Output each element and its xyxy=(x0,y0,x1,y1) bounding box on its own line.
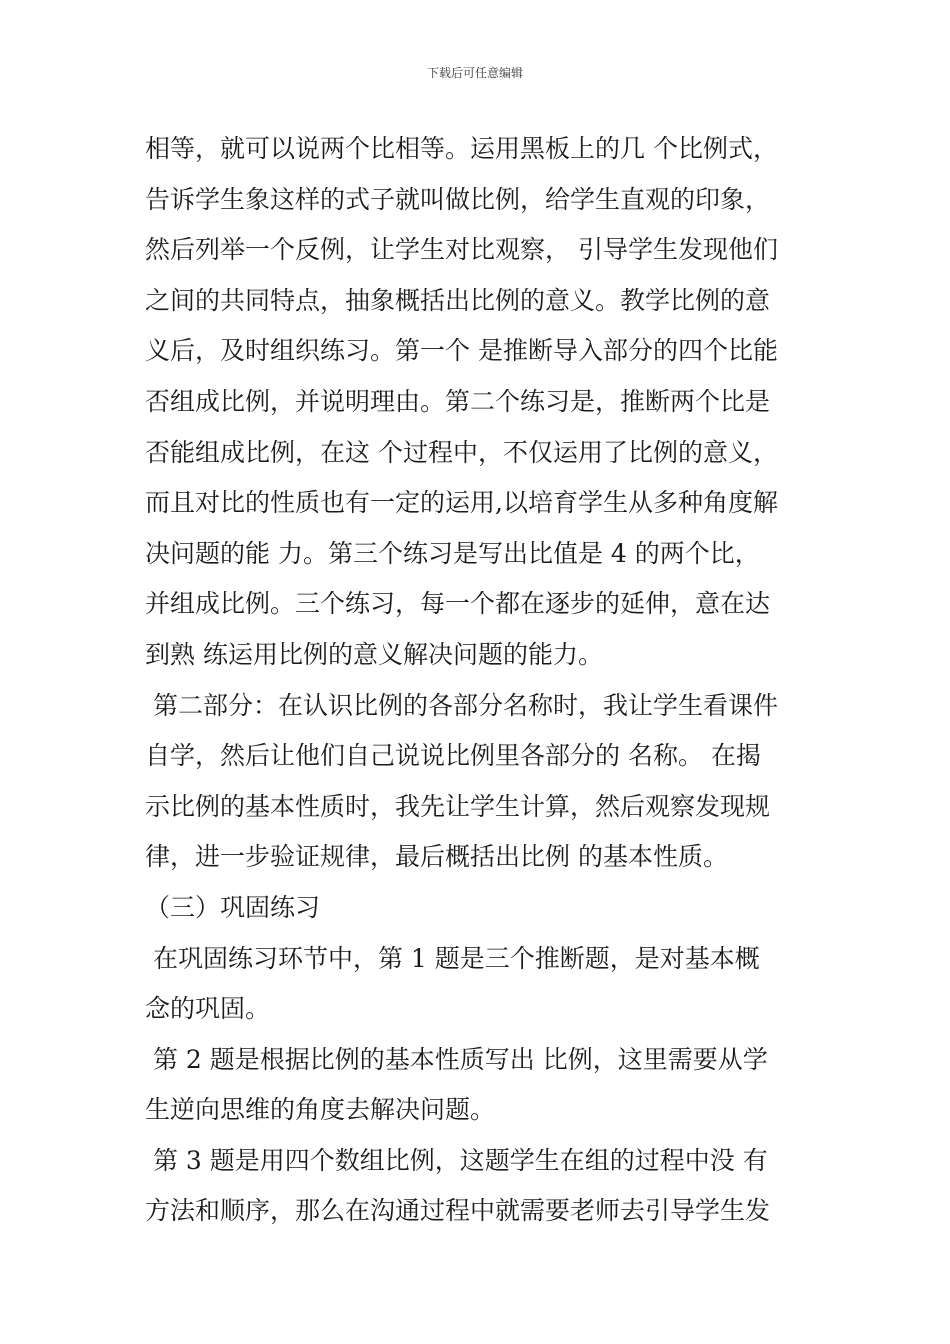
text-line: 告诉学生象这样的式子就叫做比例，给学生直观的印象， xyxy=(145,184,771,214)
text-line: 相等，就可以说两个比相等。运用黑板上的几 个比例式， xyxy=(145,134,778,163)
text-line: 第 3 题是用四个数组比例，这题学生在组的过程中没 有 xyxy=(145,1145,768,1175)
text-line: 之间的共同特点，抽象概括出比例的意义。教学比例的意 xyxy=(145,285,771,315)
text-line: 义后，及时组织练习。第一个 是推断导入部分的四个比能 xyxy=(145,336,778,366)
text-line: 并组成比例。三个练习，每一个都在逐步的延伸，意在达 xyxy=(145,589,771,619)
text-line: 在巩固练习环节中，第 1 题是三个推断题，是对基本概 xyxy=(145,943,760,973)
text-line: 律，进一步验证规律，最后概括出比例 的基本性质。 xyxy=(145,842,728,872)
page-header: 下载后可任意编辑 xyxy=(426,66,523,80)
text-line: 到熟 练运用比例的意义解决问题的能力。 xyxy=(145,639,603,669)
text-line: 第 2 题是根据比例的基本性质写出 比例，这里需要从学 xyxy=(145,1044,768,1074)
text-line: 念的巩固。 xyxy=(145,994,271,1024)
section-heading: （三）巩固练习 xyxy=(145,892,321,922)
text-line: 否能组成比例，在这 个过程中，不仅运用了比例的意义， xyxy=(145,437,778,467)
text-line: 示比例的基本性质时，我先让学生计算，然后观察发现规 xyxy=(145,791,771,821)
text-line: 自学，然后让他们自己说说比例里各部分的 名称。 在揭 xyxy=(145,741,761,771)
text-line: 方法和顺序，那么在沟通过程中就需要老师去引导学生发 xyxy=(145,1196,771,1226)
text-line: 第二部分：在认识比例的各部分名称时，我让学生看课件 xyxy=(145,690,778,720)
text-line: 否组成比例，并说明理由。第二个练习是，推断两个比是 xyxy=(145,386,771,416)
text-line: 决问题的能 力。第三个练习是写出比值是 4 的两个比， xyxy=(145,538,760,568)
text-line: 生逆向思维的角度去解决问题。 xyxy=(145,1095,496,1125)
document-body xyxy=(145,124,817,1237)
text-line: 然后列举一个反例，让学生对比观察， 引导学生发现他们 xyxy=(145,235,778,265)
text-line: 而且对比的性质也有一定的运用,以培育学生从多种角度解 xyxy=(145,488,778,518)
